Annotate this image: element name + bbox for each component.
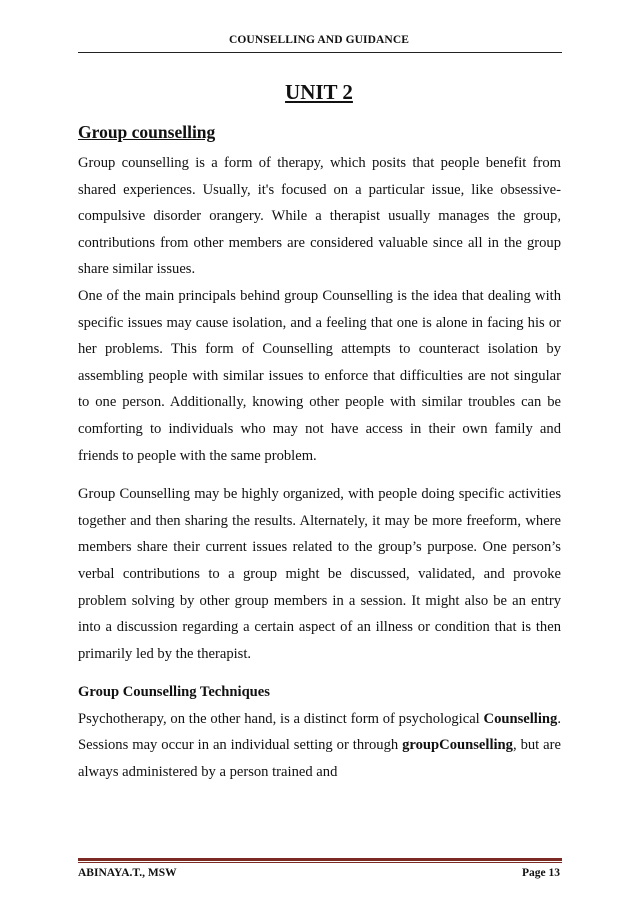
paragraph-organization: Group Counselling may be highly organized, with people doing specific activities together and then sharing the results. Alternately, it may be more freeform, where members share their current issues related to the group’s purpose. One person’s verbal contributions to a group might be discussed, validated, and provoke problem solving by other group members in a session. It might also be an entry into a discussion regarding a certain aspect of an illness or condition that is then primarily led by the therapist. bbox=[78, 486, 561, 662]
techniques-text-1: Psychotherapy, on the other hand, is a distinct form of psychological bbox=[78, 710, 484, 727]
footer-rule-thick bbox=[78, 858, 562, 861]
unit-title: UNIT 2 bbox=[285, 80, 353, 104]
header-rule bbox=[78, 52, 562, 53]
paragraph-principals: One of the main principals behind group Counselling is the idea that dealing with specific issues may cause isolation, and a feeling that one is alone in facing his or her problems. This form of Counselling attempts to counteract isolation by assembling people with similar issues to enforce that difficulties are not singular to one person. Additionally, knowing other people with similar troubles can be comforting to individuals who may not have access in their own family and friends to people with the same problem. bbox=[78, 287, 561, 464]
section-heading: Group counselling bbox=[78, 122, 216, 142]
footer-author: ABINAYA.T., MSW bbox=[78, 867, 177, 879]
footer-rule-thin bbox=[78, 862, 562, 863]
techniques-bold-2: groupCounselling bbox=[402, 737, 513, 754]
footer-page-number: Page 13 bbox=[521, 867, 560, 879]
techniques-bold-1: Counselling bbox=[483, 710, 558, 727]
page-body bbox=[78, 118, 561, 786]
paragraph-techniques bbox=[78, 706, 561, 786]
paragraph-intro: Group counselling is a form of therapy, which posits that people benefit from shared experiences. Usually, it's focused on a particular issue, like obsessive-compulsive disorder orangery. While a therapist usually manages the group, contributions from other members are considered valuable since all in the group share similar issues. bbox=[78, 155, 561, 278]
techniques-text-2: . Sessions may occur in an individual setting or through bbox=[78, 710, 561, 754]
techniques-text-3: , but are always administered by a person trained and bbox=[78, 737, 561, 781]
running-header: COUNSELLING AND GUIDANCE bbox=[228, 34, 410, 46]
techniques-heading: Group Counselling Techniques bbox=[78, 684, 270, 701]
